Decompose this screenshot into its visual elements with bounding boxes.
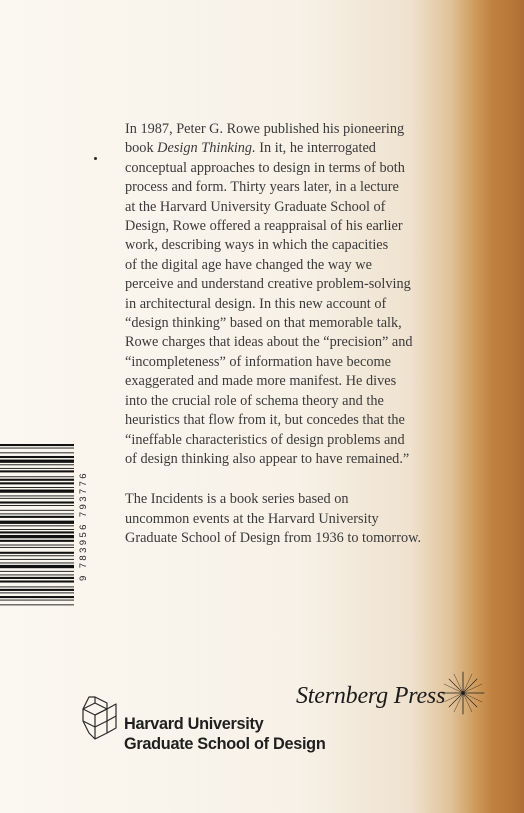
barcode-bar bbox=[0, 604, 74, 605]
blurb-line bbox=[125, 139, 435, 158]
blurb-line: “ineffable characteristics of design problems and bbox=[125, 431, 405, 448]
blurb-line: in architectural design. In this new account of bbox=[125, 295, 387, 312]
publisher-name: Sternberg Press bbox=[296, 683, 446, 709]
barcode-bar bbox=[0, 521, 74, 524]
barcode-bar bbox=[0, 516, 74, 518]
barcode-bar bbox=[0, 565, 74, 568]
blurb-line: In 1987, Peter G. Rowe published his pioneering bbox=[125, 121, 405, 137]
barcode-bar bbox=[0, 552, 74, 554]
barcode-bar bbox=[0, 505, 74, 506]
blurb-line: of design thinking also appear to have remained.” bbox=[125, 450, 410, 467]
barcode-bar bbox=[0, 498, 74, 499]
barcode-bar bbox=[0, 571, 74, 572]
institution-line: Harvard University bbox=[124, 715, 264, 733]
blurb-line-start: book bbox=[125, 140, 158, 157]
barcode-bar bbox=[0, 529, 74, 530]
barcode-bar bbox=[0, 489, 74, 492]
barcode-bar bbox=[0, 586, 74, 587]
barcode-bar bbox=[0, 577, 74, 579]
series-line: uncommon events at the Harvard University bbox=[125, 510, 379, 527]
barcode-bar bbox=[0, 540, 74, 542]
series-line: The Incidents is a book series based on bbox=[125, 491, 349, 508]
blurb-line: exaggerated and made more manifest. He dives bbox=[125, 373, 397, 390]
blurb-line: process and form. Thirty years later, in a lecture bbox=[125, 179, 399, 196]
blurb-line: into the crucial role of schema theory and the bbox=[125, 392, 384, 409]
barcode-bar bbox=[0, 468, 74, 469]
barcode-bar bbox=[0, 513, 74, 514]
blurb-line: perceive and understand creative problem-solving bbox=[125, 276, 411, 293]
barcode-bar bbox=[0, 600, 74, 601]
barcode-bar bbox=[0, 476, 74, 477]
blurb-line-tail: In it, he interrogated bbox=[255, 140, 376, 157]
institution-name bbox=[124, 714, 325, 754]
barcode-bar bbox=[0, 479, 74, 481]
series-line: Graduate School of Design from 1936 to tomorrow. bbox=[125, 530, 422, 547]
barcode-bar bbox=[0, 580, 74, 582]
barcode-bar bbox=[0, 487, 74, 488]
blurb-line: of the digital age have changed the way we bbox=[125, 256, 372, 273]
barcode-bar bbox=[0, 592, 74, 593]
star-icon bbox=[440, 670, 486, 716]
barcode-bar bbox=[0, 589, 74, 591]
barcode-bar bbox=[0, 460, 74, 463]
barcode-bar bbox=[0, 495, 74, 496]
barcode-bar bbox=[0, 464, 74, 465]
book-title: Design Thinking. bbox=[157, 140, 256, 157]
blurb-line: Design, Rowe offered a reappraisal of his earlier bbox=[125, 218, 403, 235]
barcode-bar bbox=[0, 531, 74, 533]
barcode-bar bbox=[0, 470, 74, 472]
barcode-bar bbox=[0, 444, 74, 446]
blurb-text bbox=[125, 120, 435, 549]
blurb-line: Rowe charges that ideas about the “precision” and bbox=[125, 334, 413, 351]
blurb-line: work, describing ways in which the capacities bbox=[125, 237, 389, 254]
barcode-bar bbox=[0, 501, 74, 503]
barcode-bar bbox=[0, 456, 74, 458]
barcode-bar bbox=[0, 547, 74, 548]
ink-dot bbox=[94, 157, 97, 160]
barcode-bar bbox=[0, 563, 74, 564]
barcode-bar bbox=[0, 596, 74, 598]
institution-line: Graduate School of Design bbox=[124, 735, 326, 753]
barcode-bar bbox=[0, 452, 74, 453]
barcode-bar bbox=[0, 535, 74, 538]
gsd-lattice-icon bbox=[80, 693, 118, 743]
barcode-bar bbox=[0, 448, 74, 449]
barcode-bar bbox=[0, 510, 74, 511]
barcode-bar bbox=[0, 525, 74, 526]
blurb-line: “incompleteness” of information have become bbox=[125, 353, 391, 370]
blurb-line: “design thinking” based on that memorable talk, bbox=[125, 315, 402, 332]
barcode-bar bbox=[0, 545, 74, 546]
barcode-bar bbox=[0, 559, 74, 560]
blurb-line: conceptual approaches to design in terms of both bbox=[125, 159, 405, 176]
series-note bbox=[125, 490, 435, 548]
isbn-number: 9 783956 793776 bbox=[78, 471, 89, 581]
barcode bbox=[0, 442, 74, 610]
blurb-paragraph bbox=[125, 120, 435, 469]
blurb-line: heuristics that flow from it, but concedes that the bbox=[125, 412, 405, 429]
barcode-bar bbox=[0, 555, 74, 556]
barcode-bar bbox=[0, 574, 74, 575]
barcode-bar bbox=[0, 482, 74, 484]
blurb-line: at the Harvard University Graduate School of bbox=[125, 198, 386, 215]
